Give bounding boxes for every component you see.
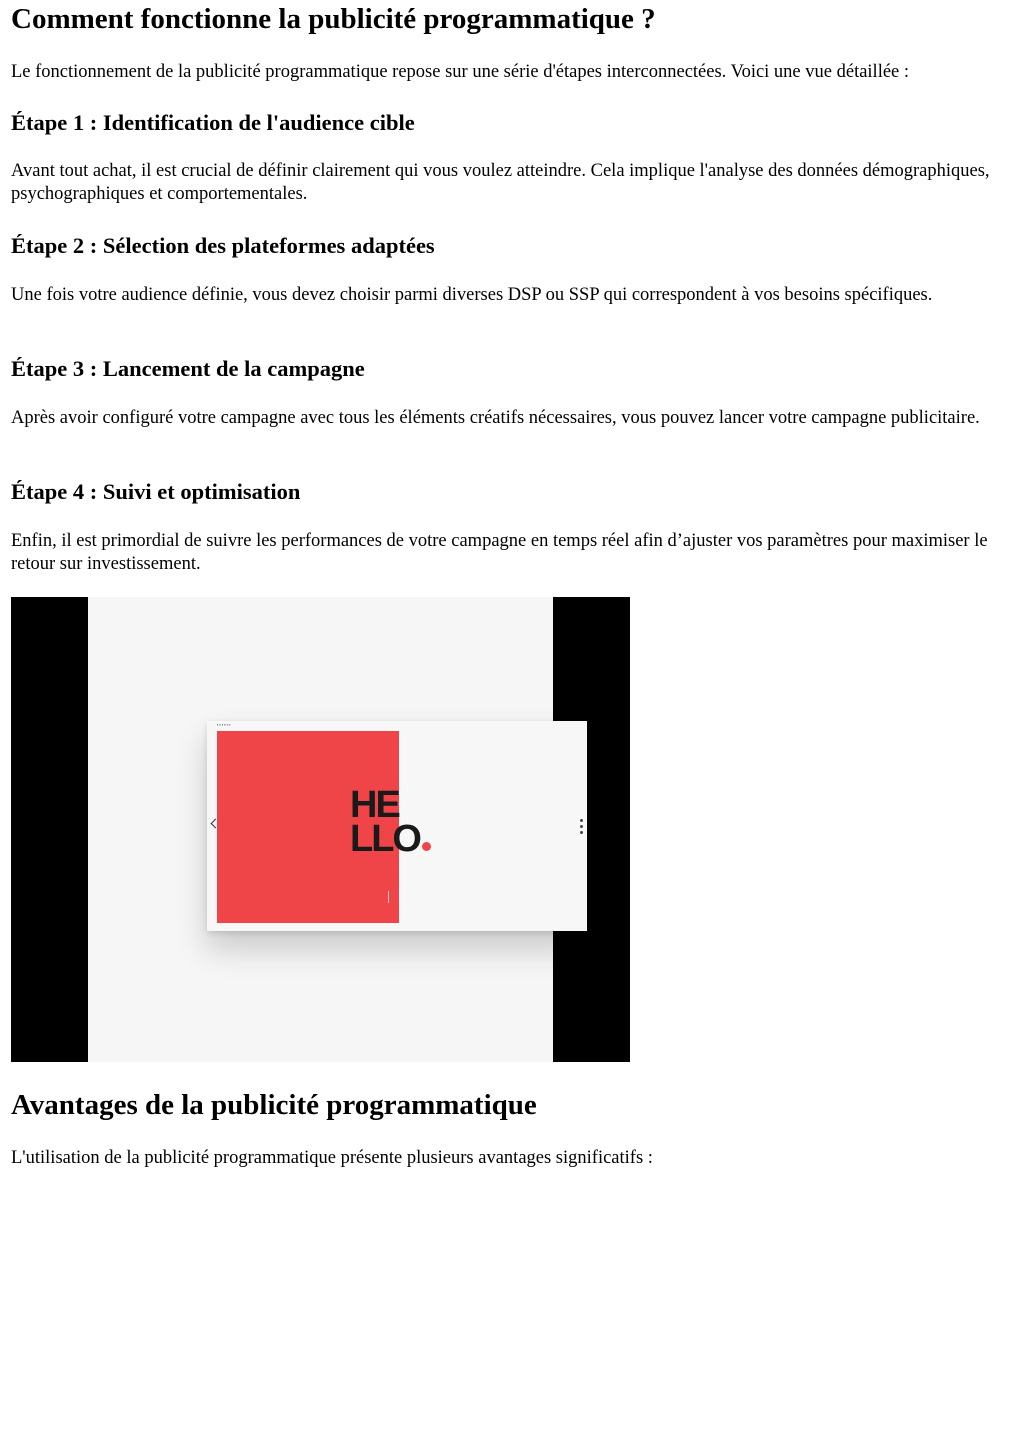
pagination-dots-icon xyxy=(580,819,583,834)
step-1-text: Avant tout achat, il est crucial de définir clairement qui vous voulez atteindre. Cela implique l'analyse des données démographiques, psychographiques et comportementales. xyxy=(11,161,990,204)
step-4-text: Enfin, il est primordial de suivre les performances de votre campagne en temps réel afin d’ajuster vos paramètres pour maximiser le retour sur investissement. xyxy=(11,531,988,574)
section-intro-advantages: L'utilisation de la publicité programmatique présente plusieurs avantages significatifs : xyxy=(11,1148,653,1168)
step-2-text: Une fois votre audience définie, vous devez choisir parmi diverses DSP ou SSP qui correspondent à vos besoins spécifiques. xyxy=(11,285,933,305)
card-tiny-label: ▪▪▪▪▪▪ xyxy=(217,722,232,727)
article-image xyxy=(11,597,630,1062)
hello-line-2: LLO xyxy=(350,818,420,860)
section-title-advantages: Avantages de la publicité programmatique xyxy=(11,1089,537,1121)
hello-wordmark xyxy=(350,784,431,860)
image-canvas xyxy=(88,597,553,1062)
hello-line-1: HE xyxy=(350,784,399,826)
step-3-text: Après avoir configuré votre campagne avec tous les éléments créatifs nécessaires, vous pouvez lancer votre campagne publicitaire. xyxy=(11,408,980,428)
card-divider xyxy=(388,891,389,903)
step-1-title: Étape 1 : Identification de l'audience cible xyxy=(11,110,415,135)
step-2-title: Étape 2 : Sélection des plateformes adaptées xyxy=(11,233,435,258)
red-dot-icon xyxy=(422,842,431,851)
step-4-title: Étape 4 : Suivi et optimisation xyxy=(11,479,301,504)
section-intro-how-it-works: Le fonctionnement de la publicité programmatique repose sur une série d'étapes interconnectées. Voici une vue détaillée : xyxy=(11,62,910,82)
section-title-how-it-works: Comment fonctionne la publicité programmatique ? xyxy=(11,3,656,35)
step-3-title: Étape 3 : Lancement de la campagne xyxy=(11,356,365,381)
hello-card xyxy=(207,721,587,931)
